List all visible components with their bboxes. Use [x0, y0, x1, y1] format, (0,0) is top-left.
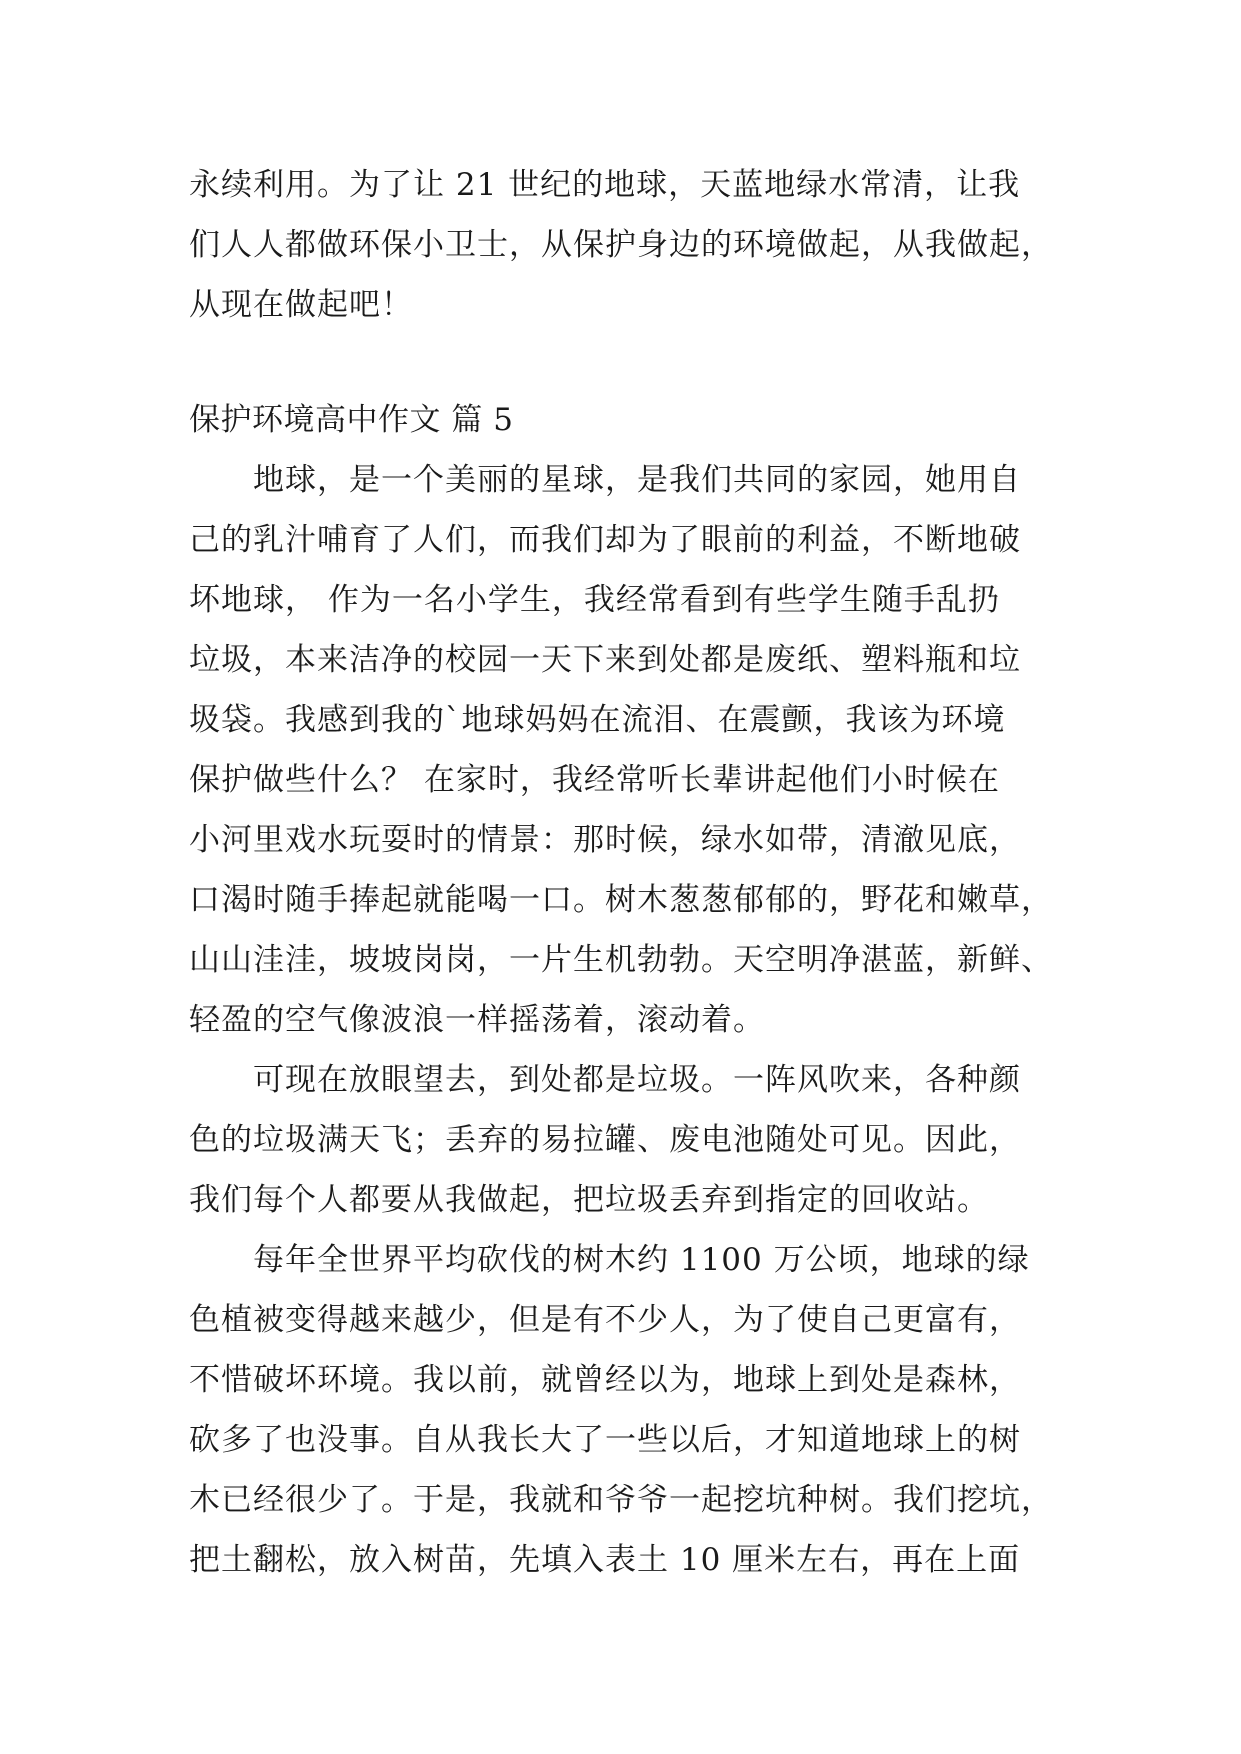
text-line: 色植被变得越来越少，但是有不少人，为了使自己更富有， — [189, 1302, 1021, 1338]
text-line: 不惜破坏环境。我以前，就曾经以为，地球上到处是森林， — [189, 1362, 1021, 1398]
text-line: 保护做些什么？ 在家时，我经常听长辈讲起他们小时候在 — [189, 762, 1000, 798]
text-line: 垃圾，本来洁净的校园一天下来到处都是废纸、塑料瓶和垃 — [189, 642, 1021, 678]
text-line: 地球，是一个美丽的星球，是我们共同的家园，她用自 — [253, 462, 1021, 498]
text-line: 我们每个人都要从我做起，把垃圾丢弃到指定的回收站。 — [189, 1182, 989, 1218]
section-heading: 保护环境高中作文 篇 5 — [189, 402, 514, 438]
text-line: 坏地球， 作为一名小学生，我经常看到有些学生随手乱扔 — [189, 582, 1000, 618]
text-line: 永续利用。为了让 21 世纪的地球，天蓝地绿水常清，让我 — [189, 167, 1021, 203]
text-line: 可现在放眼望去，到处都是垃圾。一阵风吹来，各种颜 — [253, 1062, 1021, 1098]
text-line: 口渴时随手捧起就能喝一口。树木葱葱郁郁的，野花和嫩草， — [189, 882, 1053, 918]
text-line: 们人人都做环保小卫士，从保护身边的环境做起，从我做起， — [189, 227, 1053, 263]
text-line: 小河里戏水玩耍时的情景：那时候，绿水如带，清澈见底， — [189, 822, 1021, 858]
text-line: 己的乳汁哺育了人们，而我们却为了眼前的利益，不断地破 — [189, 522, 1021, 558]
text-line: 色的垃圾满天飞；丢弃的易拉罐、废电池随处可见。因此， — [189, 1122, 1021, 1158]
text-line: 砍多了也没事。自从我长大了一些以后，才知道地球上的树 — [189, 1422, 1021, 1458]
text-line: 木已经很少了。于是，我就和爷爷一起挖坑种树。我们挖坑， — [189, 1482, 1053, 1518]
text-line: 每年全世界平均砍伐的树木约 1100 万公顷，地球的绿 — [253, 1242, 1030, 1278]
text-line: 从现在做起吧！ — [189, 287, 413, 323]
text-line: 把土翻松，放入树苗，先填入表土 10 厘米左右，再在上面 — [189, 1542, 1021, 1578]
text-line: 圾袋。我感到我的`地球妈妈在流泪、在震颤，我该为环境 — [189, 702, 1006, 738]
text-line: 轻盈的空气像波浪一样摇荡着，滚动着。 — [189, 1002, 765, 1038]
text-line: 山山洼洼，坡坡岗岗，一片生机勃勃。天空明净湛蓝，新鲜、 — [189, 942, 1053, 978]
